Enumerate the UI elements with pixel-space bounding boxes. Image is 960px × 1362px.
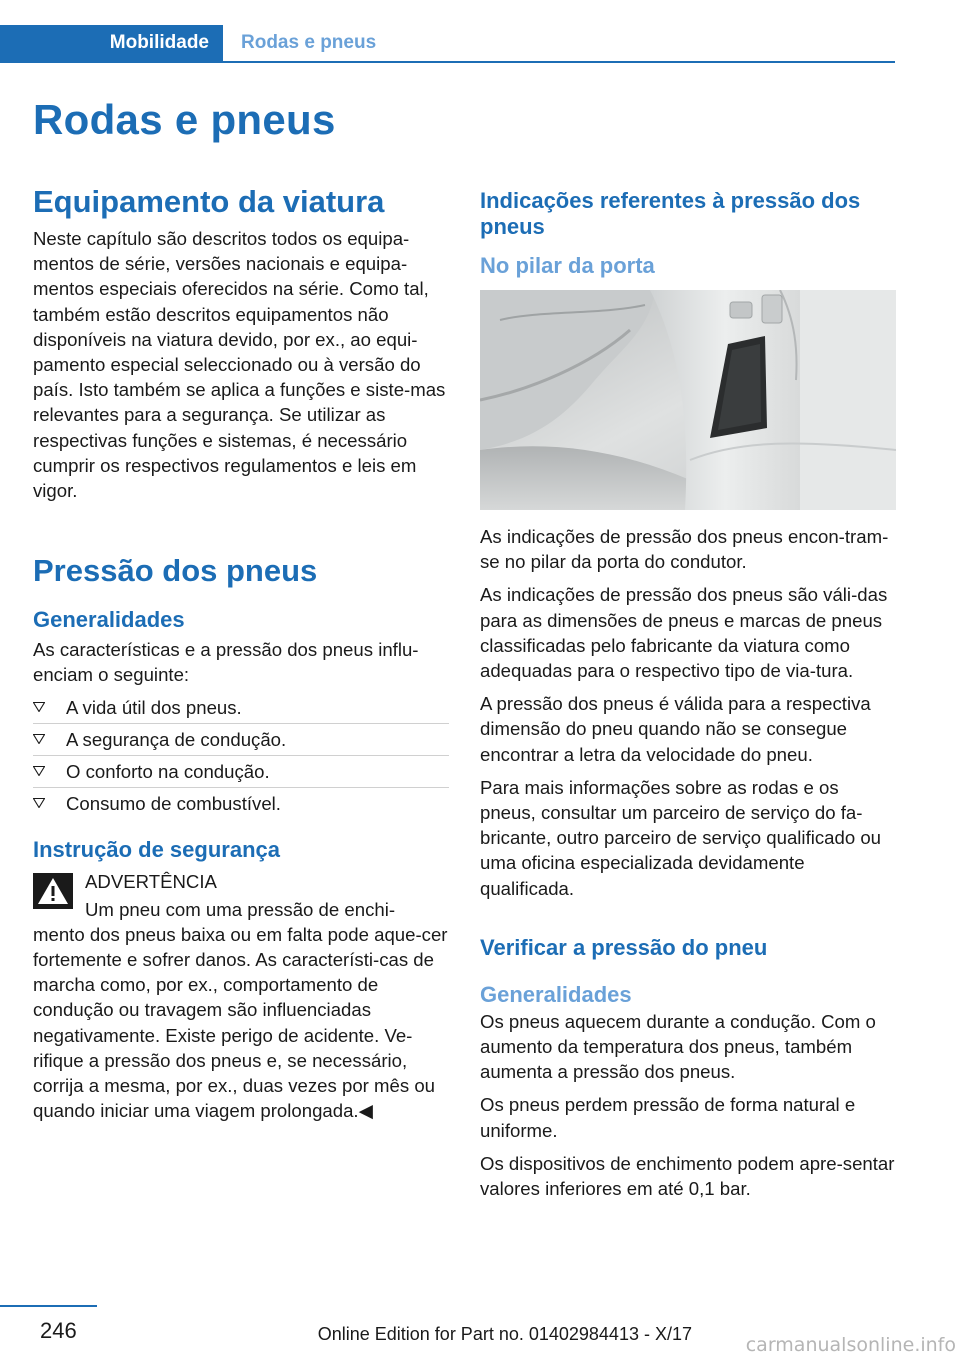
subsection-title-instrucao: Instrução de segurança [33,836,280,862]
subsection-title-generalidades: Generalidades [33,607,185,633]
footer-divider [0,1305,97,1307]
list-item-text: Consumo de combustível. [66,792,281,814]
list-item [33,724,449,756]
pilar-para-1: As indicações de pressão dos pneus encon-tram-se no pilar da porta do condutor. [480,526,889,573]
tab-mobilidade[interactable]: Mobilidade [0,25,223,61]
right-column [480,182,896,1201]
verificar-para-1: Os pneus aquecem durante a condução. Com o aumento da temperatura dos pneus, também aumenta a pressão dos pneus. [480,1010,876,1083]
warning-icon [33,873,73,909]
bullet-triangle-icon [33,766,45,776]
pilar-para-4: Para mais informações sobre as rodas e os pneus, consultar um parceiro de serviço do fa-bricante, outro parceiro de serviço qualificado ou uma oficina especializada devidamente qualificada. [480,776,882,899]
warning-text: mento dos pneus baixa ou em falta pode aque-cer fortemente e sofrer danos. As característi-cas de marcha como, por ex., comportamento de condução ou travagem são influenciadas negativamente. Existe perigo de acidente. Ve-rifique a pressão dos pneus e, se necessário, corrija a mesma, por ex., duas vezes por mês ou quando iniciar uma viagem prolongada.◀ [33,923,448,1122]
bullet-list [33,692,449,819]
bullet-triangle-icon [33,798,45,808]
list-item [33,756,449,788]
door-pillar-photo [480,290,896,510]
subsection-title-generalidades-2: Generalidades [480,981,632,1007]
footer-edition: Online Edition for Part no. 01402984413 - X/17 [317,1324,692,1344]
list-item-text: A vida útil dos pneus. [66,696,242,718]
header-bar [0,25,895,63]
left-column [33,182,449,1123]
pilar-para-3: A pressão dos pneus é válida para a respectiva dimensão do pneu quando não se consegue encontrar a letra da velocidade do pneu. [480,693,871,765]
list-item-text: A segurança de condução. [66,728,287,750]
section-title-equipamento: Equipamento da viatura [33,184,385,219]
watermark: carmanualsonline.info [745,1334,956,1356]
warning-label: ADVERTÊNCIA [85,870,217,892]
section-title-verificar: Verificar a pressão do pneu [480,934,768,960]
verificar-para-3: Os dispositivos de enchimento podem apre-sentar valores inferiores em até 0,1 bar. [480,1152,895,1200]
tab-rodas-e-pneus[interactable]: Rodas e pneus [241,32,377,53]
verificar-para-2: Os pneus perdem pressão de forma natural e uniforme. [480,1094,856,1141]
bullet-triangle-icon [33,734,45,744]
section-text-equipamento: Neste capítulo são descritos todos os equipa-mentos de série, versões nacionais e equipa-mentos especiais oferecidos na série. Como tal, também estão descritos equipamentos não disponíveis na viatura devido, por ex., ao equi-pamento especial seleccionado ou à versão do país. Isto também se aplica a funções e siste-mas relevantes para a segurança. Se utilizar as respectivas funções e sistemas, é necessário cumprir os respectivos regulamentos e leis em vigor. [33,228,446,502]
list-item [33,692,449,724]
section-title-indicacoes: Indicações referentes à pressão dos pneus [480,188,861,239]
section-title-pressao: Pressão dos pneus [33,553,318,589]
generalidades-text: As características e a pressão dos pneus influ-enciam o seguinte: [33,639,419,686]
warning-first-line: Um pneu com uma pressão de enchi- [85,898,396,920]
page-number: 246 [40,1318,77,1343]
pilar-para-2: As indicações de pressão dos pneus são váli-das para as dimensões de pneus e marcas de pneus classificadas pelo fabricante da viatura como adequadas para o respectivo tipo de via-tura. [480,584,888,682]
page-title: Rodas e pneus [33,96,336,143]
subsection-title-pilar: No pilar da porta [480,253,655,278]
list-item-text: O conforto na condução. [66,760,270,782]
list-item [33,788,449,819]
warning-box [33,869,449,1124]
bullet-triangle-icon [33,702,45,712]
